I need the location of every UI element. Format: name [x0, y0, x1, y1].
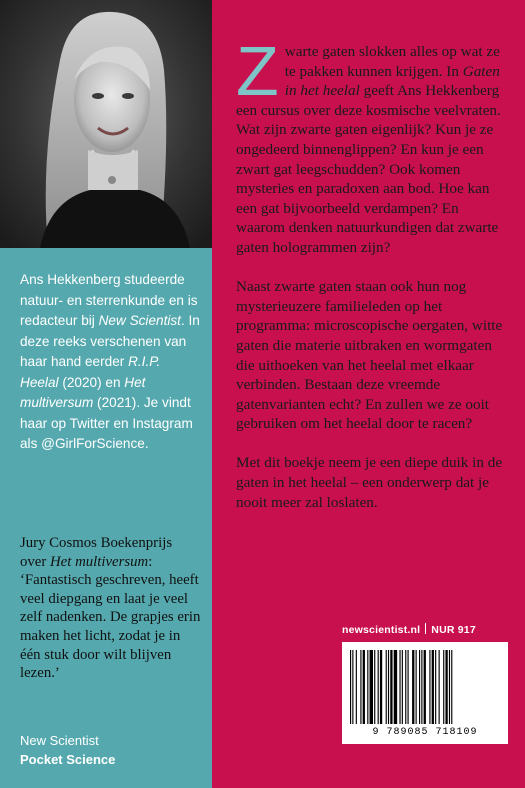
barcode-bar — [449, 650, 450, 724]
barcode — [342, 642, 508, 744]
blurb-paragraph-1 — [236, 32, 508, 258]
quote-colon: : — [148, 553, 153, 570]
barcode-bar — [424, 650, 426, 724]
bio-text: (2020) en — [58, 374, 125, 390]
blurb-paragraph-2: Naast zwarte gaten staan ook hun nog mysterieuzere familieleden op het programma: microscopische oergaten, witte gaten die materie uitbraken en wormgaten die uithoeken van het heelal met elkaar verbinden. Bestaan deze vreemde gatenvarianten echt? En zullen we ze ooit gebruiken om het heelal door te racen? — [236, 278, 503, 433]
barcode-bar — [419, 650, 420, 724]
left-panel — [0, 0, 212, 788]
barcode-bar — [402, 650, 403, 724]
barcode-bar — [408, 650, 409, 724]
barcode-bar — [432, 650, 434, 724]
blurb — [236, 32, 508, 532]
quote-source: Jury Cosmos Boekenprijs over — [20, 535, 173, 570]
barcode-bar — [350, 650, 351, 724]
barcode-bar — [360, 650, 361, 724]
dropcap: Z — [236, 32, 279, 110]
barcode-bar — [356, 650, 357, 724]
jury-quote — [20, 534, 202, 683]
bio-text: Ans Hekkenberg studeerde natuur- en sterrenkunde en is redacteur bij — [20, 272, 198, 328]
barcode-bar — [378, 650, 379, 724]
blurb-book-title: Gaten in het heelal — [284, 62, 500, 100]
author-portrait-image — [0, 0, 212, 248]
barcode-bar — [399, 650, 400, 724]
barcode-bar — [370, 650, 373, 724]
barcode-bar — [412, 650, 414, 724]
bio-book-title: R.I.P. Heelal — [20, 354, 161, 390]
author-bio — [20, 270, 200, 455]
author-photo — [0, 0, 212, 248]
blurb-text: geeft Ans Hekkenberg een cursus over deze kosmische veelvraten. Wat zijn zwarte gaten eigenlijk? Kun je ze ongedeerd binnenglippen? En kun je een zwart gat leegschudden? Ook komen mysteries en paradoxen aan bod. Hoe kan een gat bijvoorbeeld verdampen? En waarom denken natuurkundigen dat zwarte gaten hologrammen zijn? — [236, 82, 501, 256]
blurb-text: warte gaten slokken alles op wat ze te pakken kunnen krijgen. In — [284, 43, 500, 80]
nur-code: NUR 917 — [431, 624, 476, 636]
barcode-bars — [350, 650, 500, 724]
publisher-info — [342, 623, 476, 636]
barcode-bar — [405, 650, 406, 724]
separator — [425, 623, 426, 634]
series-name: Pocket Science — [20, 752, 116, 767]
quote-text: ‘Fantastisch geschreven, heeft veel diepgang en laat je veel zelf nadenken. De grapjes erin maken het licht, zodat je in één stuk door wilt blijven lezen.’ — [20, 572, 201, 682]
blurb-paragraph-3: Met dit boekje neem je een diepe duik in de gaten in het heelal – een onderwerp dat je nooit meer zal loslaten. — [236, 454, 503, 511]
barcode-bar — [429, 650, 430, 724]
bio-magazine-name: New Scientist — [98, 313, 181, 328]
barcode-bar — [367, 650, 368, 724]
barcode-bar — [435, 650, 436, 724]
series-label — [20, 731, 115, 769]
barcode-bar — [394, 650, 397, 724]
barcode-bar — [390, 650, 392, 724]
quote-book-title: Het multiversum — [50, 553, 149, 570]
barcode-bar — [421, 650, 422, 724]
barcode-bar — [352, 650, 353, 724]
bio-book-title: Het multiversum — [20, 374, 146, 410]
barcode-bar — [363, 650, 365, 724]
barcode-bar — [386, 650, 387, 724]
bio-text: . In deze reeks verschenen van haar hand eerder — [20, 313, 200, 369]
bio-text: (2021). Je vindt haar op Twitter en Instagram als @GirlForScience. — [20, 395, 193, 451]
barcode-number: 9 789085 718109 — [372, 727, 478, 738]
barcode-bar — [445, 650, 447, 724]
barcode-bar — [416, 650, 417, 724]
publisher-website: newscientist.nl — [342, 624, 421, 636]
barcode-bar — [380, 650, 382, 724]
barcode-bar — [443, 650, 444, 724]
barcode-bar — [388, 650, 389, 724]
barcode-bar — [439, 650, 440, 724]
barcode-bar — [451, 650, 452, 724]
series-brand: New Scientist — [20, 733, 99, 748]
barcode-bar — [374, 650, 375, 724]
